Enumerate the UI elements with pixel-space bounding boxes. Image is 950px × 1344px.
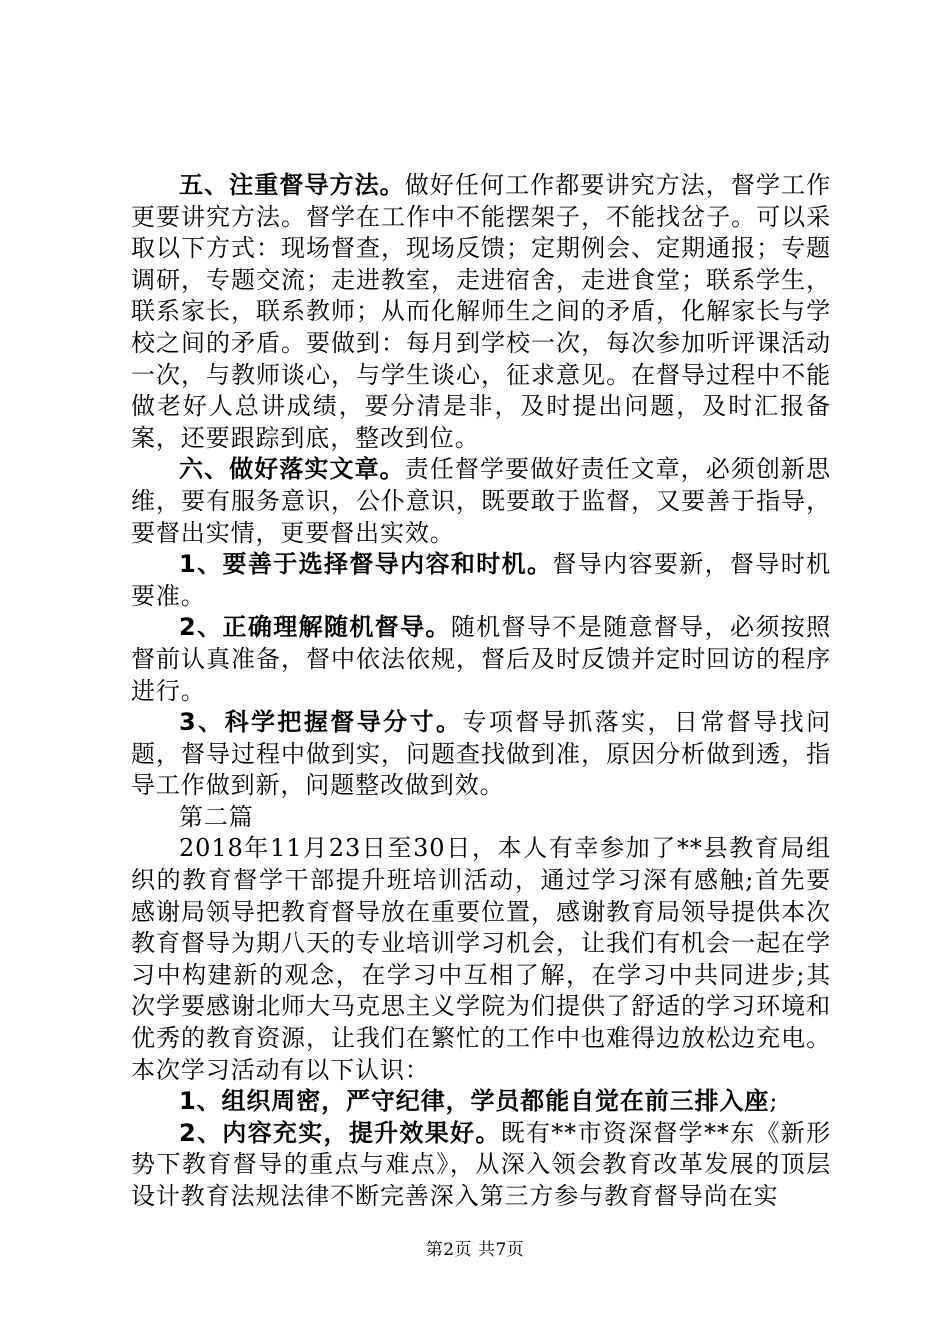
section-title xyxy=(131,802,831,834)
paragraph-item-2 xyxy=(131,612,831,707)
paragraph-text: 既有**市资深督学**东《新形势下教育督导的重点与难点》，从深入领会教育改革发展的顶层设计教育法规法律不断完善深入第三方参与教育督导尚在实 xyxy=(131,1118,832,1210)
document-body xyxy=(131,170,831,1213)
paragraph-point-1 xyxy=(131,1086,831,1118)
paragraph-heading: 六、做好落实文章。 xyxy=(179,455,405,484)
paragraph-text: 2018年11月23日至30日，本人有幸参加了**县教育局组织的教育督学干部提升班培训活动，通过学习深有感触;首先要感谢局领导把教育督导放在重要位置，感谢教育局领导提供本次教育督导为期八天的专业培训学习机会，让我们有机会一起在学习中构建新的观念，在学习中互相了解，在学习中共同进步;其次学要感谢北师大马克思主义学院为们提供了舒适的学习环境和优秀的教育资源，让我们在繁忙的工作中也难得边放松边充电。本次学习活动有以下认识： xyxy=(131,834,831,1084)
paragraph-heading: 五、注重督导方法。 xyxy=(179,171,405,199)
paragraph-implementation xyxy=(131,454,831,549)
paragraph-text: ; xyxy=(769,1087,779,1116)
paragraph-heading: 1、组织周密，严守纪律，学员都能自觉在前三排入座 xyxy=(179,1087,770,1116)
paragraph-method xyxy=(131,170,831,454)
paragraph-heading: 1、要善于选择督导内容和时机。 xyxy=(179,550,553,579)
paragraph-item-3 xyxy=(131,707,831,802)
paragraph-point-2 xyxy=(131,1118,831,1213)
page-number-footer: 第2页 共7页 xyxy=(425,1240,525,1260)
paragraph-text: 第二篇 xyxy=(179,802,254,831)
paragraph-text: 督导内容要新，督导时机要准。 xyxy=(131,550,831,610)
paragraph-training xyxy=(131,833,831,1086)
paragraph-text: 做好任何工作都要讲究方法，督学工作更要讲究方法。督学在工作中不能摆架子，不能找岔子。可以采取以下方式：现场督查，现场反馈；定期例会、定期通报；专题调研，专题交流；走进教室，走进宿舍，走进食堂；联系学生，联系家长，联系教师；从而化解师生之间的矛盾，化解家长与学校之间的矛盾。要做到：每月到学校一次，每次参加听评课活动一次，与教师谈心，与学生谈心，征求意见。在督导过程中不能做老好人总讲成绩，要分清是非，及时提出问题，及时汇报备案，还要跟踪到底，整改到位。 xyxy=(131,171,831,452)
paragraph-text: 责任督学要做好责任文章，必须创新思维，要有服务意识，公仆意识，既要敢于监督，又要善于指导，要督出实情，更要督出实效。 xyxy=(131,455,831,547)
paragraph-text: 随机督导不是随意督导，必须按照督前认真准备，督中依法依规，督后及时反馈并定时回访的程序进行。 xyxy=(131,613,832,705)
paragraph-text: 专项督导抓落实，日常督导找问题，督导过程中做到实，问题查找做到准，原因分析做到透，指导工作做到新，问题整改做到效。 xyxy=(131,708,831,800)
paragraph-heading: 2、正确理解随机督导。 xyxy=(179,613,451,642)
paragraph-heading: 2、内容充实，提升效果好。 xyxy=(179,1118,501,1147)
paragraph-heading: 3、科学把握督导分寸。 xyxy=(179,708,463,737)
paragraph-item-1 xyxy=(131,549,831,612)
